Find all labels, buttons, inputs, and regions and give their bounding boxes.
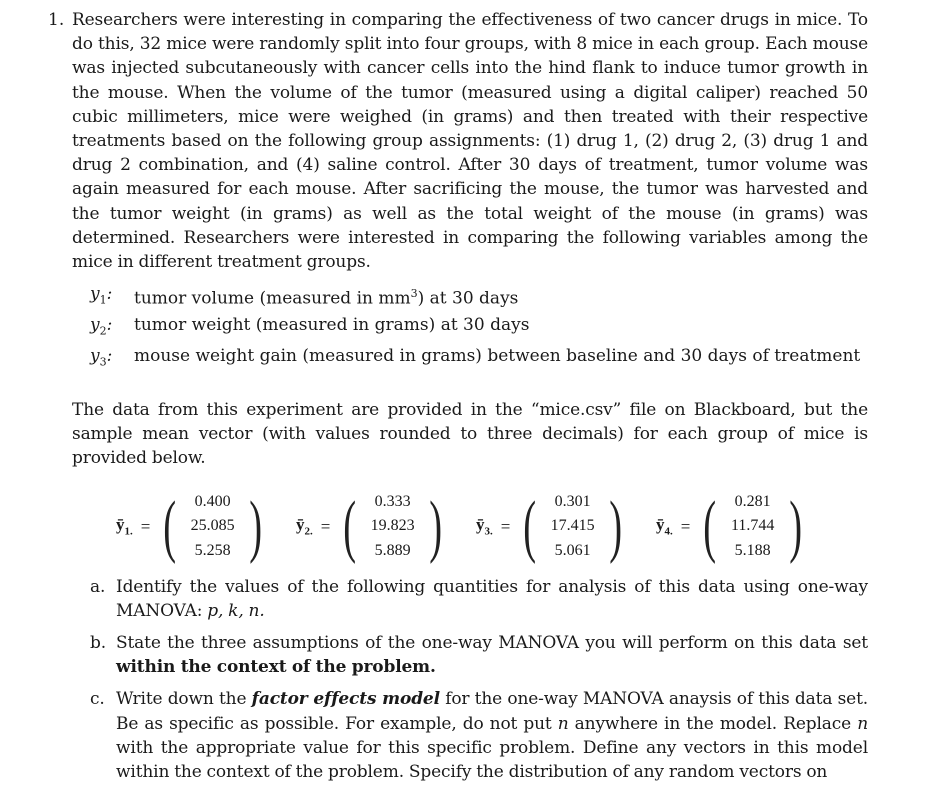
problem-intro: Researchers were interesting in comparing the effectiveness of two cancer drugs in mice. To do this, 32 mice were randomly split into four groups, with 8 mice in each group. Each mouse was injected subcutaneously with cancer cells into the hind flank to induce tumor growth in the mouse. When the volume of the tumor (measured using a digital caliper) reached 50 cubic millimeters, mice were weighed (in grams) and then treated with their respective treatments based on the following group assignments: (1) drug 1, (2) drug 2, (3) drug 1 and drug 2 combination, and (4) saline control. After 30 days of treatment, tumor volume was again measured for each mouse. After sacrificing the mouse, the tumor was harvested and the tumor weight (in grams) as well as the total weight of the mouse (in grams) was determined. Researchers were interested in comparing the following variables among the mice in different treatment groups.	[72, 10, 868, 273]
mean-vector-group-2: $ȳ_{2.}$ = ( 0.333 19.823 5.889 )	[296, 487, 442, 565]
variable-y1: $y_1$: tumor volume (measured in $mm^3$) at 30 days	[90, 284, 519, 309]
variable-list	[90, 282, 868, 375]
question-parts	[90, 575, 868, 785]
part-b: b. State the three assumptions of the one-way MANOVA you will perform on this data set within the context of the problem.	[90, 632, 868, 678]
variable-y2: $y_2$: tumor weight (measured in grams) at 30 days	[90, 315, 530, 338]
variable-y3: $y_3$: mouse weight gain (measured in grams) between baseline and 30 days of treatment	[90, 346, 861, 369]
part-c: c. Write down the factor effects model for the one-way MANOVA anaysis of this data set. Be as specific as possible. For example, do not put n anywhere in the model. Replace n with the appropriate value for this specific problem. Define any vectors in this model within the context of the problem. Specify the distribution of any random vectors on	[90, 689, 869, 782]
problem-number: 1.	[48, 10, 65, 30]
mean-vector-group-3: $ȳ_{3.}$ = ( 0.301 17.415 5.061 )	[476, 487, 622, 565]
data-paragraph: The data from this experiment are provided in the “mice.csv” file on Blackboard, but the sample mean vector (with values rounded to three decimals) for each group of mice is provided below.	[72, 399, 868, 469]
mean-vector-group-4: $ȳ_{4.}$ = ( 0.281 11.744 5.188 )	[656, 487, 802, 565]
mean-vectors	[72, 485, 868, 573]
mean-vector-group-1: $ȳ_{1.}$ = ( 0.400 25.085 5.258 )	[116, 487, 262, 565]
part-a: a. Identify the values of the following quantities for analysis of this data using one-way MANOVA: p, k, n.	[90, 576, 868, 621]
problem-1	[48, 8, 868, 792]
